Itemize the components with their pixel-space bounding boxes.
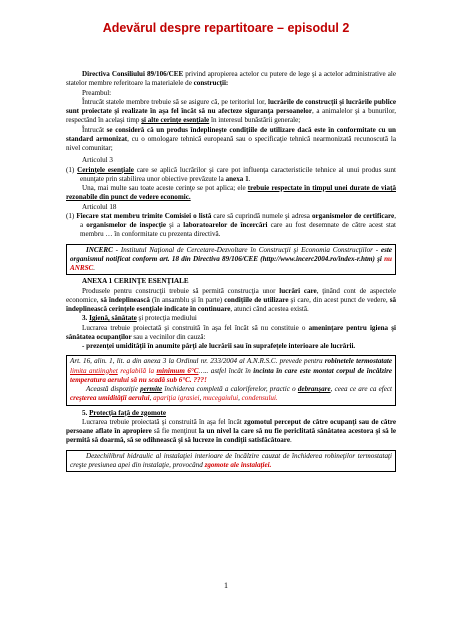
- text-run: ,: [149, 394, 154, 403]
- text-run: condiţiile de utilizare: [224, 295, 289, 304]
- text-run: care se aplică lucrărilor şi care pot influenţa caracteristicile tehnice al unui produs sunt enunţate prin stabilirea unor obiective prevăzute la: [80, 165, 397, 183]
- art3-p2: [66, 184, 396, 203]
- text-run: ,: [238, 394, 242, 403]
- text-run: Întrucât: [82, 125, 107, 134]
- text-run: Protecţia faţă de zgomote: [89, 408, 166, 417]
- text-run: organismelor de inspecţie: [86, 221, 167, 229]
- directive-intro-text: privind apropierea actelor cu putere de lege şi a actelor administrative ale statelor membre referitoare la materialele de: [66, 70, 396, 88]
- text-run: şi protecţia mediului: [136, 314, 197, 323]
- text-run: permite: [140, 385, 163, 393]
- text-run: să fie menţinut: [151, 427, 199, 435]
- text-run: Lucrarea trebuie proiectată şi construită în aşa fel încât: [82, 417, 245, 426]
- section-3-p1: [66, 324, 396, 343]
- text-run: reglabilă la: [117, 366, 157, 375]
- ordin-note-l1: [70, 357, 392, 385]
- text-run: este organismul notificat conform art. 18 din Directiva 89/106/CEE (http://www.incerc2004.ro/index-r.htm) şi: [70, 245, 392, 263]
- text-run: temperatura aerului să nu scadă sub 6°C. ???!: [70, 375, 207, 384]
- text-run: (în ansamblu şi în parte): [149, 295, 225, 304]
- text-run: (1): [66, 211, 77, 220]
- section-5-heading: [66, 409, 396, 418]
- text-run: şi alte cerinţe esenţiale: [141, 116, 210, 125]
- text-run: sau a vecinilor din cauză:: [131, 332, 206, 341]
- section-5-p1: [66, 418, 396, 446]
- preambul-p1: [66, 98, 396, 126]
- anexa-p1: [66, 287, 396, 315]
- text-run: Întrucât statele membre trebuie să se asigure că, pe teritoriul lor,: [82, 97, 268, 106]
- text-run: ,: [199, 394, 204, 403]
- text-run: în interesul bunăstării generale;: [209, 116, 301, 125]
- text-run: Dezechilibrul hidraulic al instalaţiei interioare de încălzire cauzat de închiderea robineţilor termostataţi creşte presiunea apei din instalaţie, provocând: [70, 451, 392, 469]
- page-number: 1: [224, 581, 228, 590]
- section-3-heading: [66, 314, 396, 323]
- text-run: zgomotul perceput de către ocupanţi sau de către persoane aflate în apropiere: [66, 417, 396, 435]
- text-run: INCERC: [86, 245, 113, 254]
- text-run: minimum 6°C: [156, 366, 199, 375]
- text-run: Art. 16, alin. 1, lit. a din anexa 3 la Ordinul nr. 233/2004 al A.N.R.S.C. prevede pentru: [70, 357, 325, 366]
- text-run: 3.: [82, 314, 90, 323]
- text-run: lucrări care: [279, 286, 317, 295]
- text-run: mucegaiului: [203, 394, 239, 403]
- text-run: robinetele termostatate: [324, 357, 393, 366]
- text-run: ….. astfel încât în: [198, 366, 254, 375]
- art18-heading: Articolul 18: [82, 202, 117, 211]
- art3-heading: Articolul 3: [82, 156, 113, 165]
- text-run: , a animalelor şi a bunurilor, respectând în acelaşi timp: [66, 107, 396, 125]
- text-run: anexa 1: [225, 174, 249, 183]
- directive-name: Directiva Consiliului 89/106/CEE: [82, 70, 184, 78]
- text-run: debranşare: [297, 385, 331, 393]
- directive-intro: [66, 70, 396, 89]
- zgomote-note: [70, 452, 392, 471]
- incerc-text: [70, 246, 392, 274]
- text-run: Lucrarea trebuie proiectată şi construită în aşa fel încât să nu constituie o: [82, 323, 309, 332]
- text-run: .: [248, 174, 251, 183]
- text-run: .: [93, 264, 96, 272]
- preambul-label: Preambul:: [82, 88, 112, 97]
- text-run: , cu o omologare tehnică europeană sau o specificaţie tehnică nearmonizată recunoscută la nivel comunitar;: [66, 134, 396, 152]
- text-run: Fiecare stat membru trimite Comisiei o listă: [76, 211, 212, 220]
- text-run: care au fost desemnate de către acest stat membru … în conformitate cu prezenta directivă.: [80, 221, 396, 239]
- text-run: - Institutul Naţional de Cercetare-Dezvoltare în Construcţii şi Economia Construcţiilor -: [112, 245, 381, 254]
- text-run: (1): [66, 165, 78, 174]
- text-run: trebuie respectate în timpul unei durate de viaţă rezonabile din punct de vedere economic.: [66, 184, 396, 202]
- text-run: 5.: [82, 408, 90, 417]
- text-run: să îndeplinească cerinţele esenţiale indicate în continuare: [66, 295, 396, 313]
- text-run: se consideră că un produs îndeplineşte condiţiile de utilizare dacă este în conformitate cu un standard armonizat: [66, 125, 396, 143]
- text-run: care să cuprindă numele şi adresa: [211, 211, 312, 220]
- text-run: ameninţare pentru igiena şi sănătatea ocupanţilor: [66, 323, 396, 341]
- text-run: Cerinţele esenţiale: [77, 165, 134, 174]
- zgomote-note-box: [66, 450, 396, 473]
- text-run: Igienă, sănătate: [89, 314, 137, 323]
- text-run: nu ANRSC: [70, 254, 392, 272]
- text-run: .: [289, 436, 292, 445]
- text-run: , ţinând cont de aspectele economice,: [66, 286, 396, 304]
- page-title: Adevărul despre repartitoare – episodul 2: [102, 21, 350, 35]
- text-run: incinta în care este montat corpul de încălzire: [253, 366, 392, 375]
- text-run: închiderea completă a caloriferelor, practic o: [162, 385, 298, 393]
- text-run: limita antiinghet: [70, 366, 118, 375]
- text-run: lucrările de construcţii şi lucrările publice sunt proiectate şi realizate în aşa fel încât să nu afecteze siguranţa persoanelor: [66, 97, 396, 115]
- ordin-note-box: [66, 355, 396, 405]
- ordin-note-l2: [70, 385, 392, 404]
- text-run: şi care, din acest punct de vedere,: [288, 295, 390, 304]
- text-run: , a: [80, 211, 396, 229]
- text-run: organismelor de certificare: [311, 211, 395, 220]
- text-run: creşterea umidităţii aerului: [70, 394, 150, 403]
- art3-p1: [66, 166, 396, 185]
- text-run: la un nivel la care să nu fie periclitată sănătatea acestora şi să le permită să doarmă, să se odihnească şi să lucreze în condiţii satisfăcătoare: [66, 427, 396, 445]
- text-run: condensului.: [241, 394, 278, 403]
- incerc-box: [66, 244, 396, 276]
- section-3-p2: - prezenţei umidităţii în anumite părţi ale lucrării sau în suprafeţele interioare ale lucrării.: [82, 342, 356, 350]
- preambul-p2: [66, 126, 396, 154]
- text-run: Una, mai multe sau toate aceste cerinţe se pot aplica; ele: [82, 184, 248, 192]
- document-body: [66, 70, 396, 475]
- text-run: apariţia igrasiei: [153, 394, 200, 403]
- text-run: , ceea ce are ca efect: [330, 385, 392, 393]
- art18-p1: [66, 212, 396, 240]
- text-run: Această dispoziţie: [86, 385, 141, 393]
- anexa-heading: ANEXA 1 CERINŢE ESENŢIALE: [82, 277, 189, 286]
- text-run: şi a: [166, 221, 184, 229]
- text-run: zgomote ale instalaţiei.: [204, 460, 272, 469]
- text-run: , atunci când acestea există.: [230, 305, 309, 313]
- text-run: laboratoarelor de încercări: [183, 221, 268, 229]
- directive-intro-end: construcţii:: [193, 79, 229, 88]
- text-run: Produsele pentru construcţii trebuie să permită construcţia unor: [82, 286, 280, 295]
- text-run: să îndeplinească: [100, 295, 150, 304]
